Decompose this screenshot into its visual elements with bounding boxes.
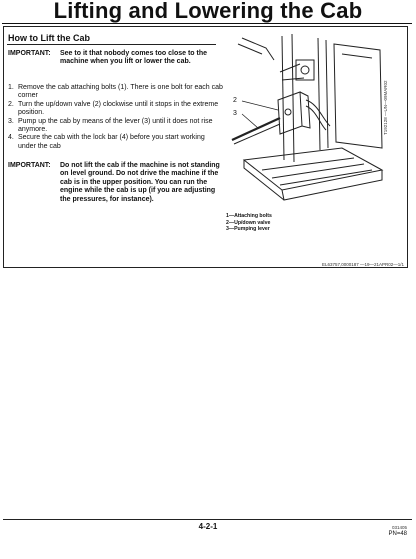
section-rule <box>7 44 216 45</box>
pn-label: PN=48 <box>388 531 407 537</box>
figure-code: T192128 —UN—09MAR02 <box>383 80 388 135</box>
page-number: 4-2-1 <box>198 522 218 531</box>
step-text: Remove the cab attaching bolts (1). There is one bolt for each cab corner <box>18 84 223 100</box>
figure-legend <box>226 213 272 233</box>
title-rule <box>2 23 412 24</box>
important-text: See to it that nobody comes too close to the machine when you lift or lower the cab. <box>60 50 208 66</box>
steps-list <box>8 84 223 151</box>
important-text: Do not lift the cab if the machine is not standing on level ground. Do not drive the machine if the cab is in the upper position. You can run the engine while the cab is up (if you are adjusting the pressures, for instance). <box>60 162 220 203</box>
page-title: Lifting and Lowering the Cab <box>53 0 363 23</box>
list-item <box>8 101 223 118</box>
legend-item: 2—Up/down valve <box>226 219 271 226</box>
step-number: 4. <box>8 134 14 142</box>
important-note-2 <box>8 162 223 204</box>
section-title: How to Lift the Cab <box>8 33 90 43</box>
step-number: 1. <box>8 84 14 91</box>
step-text: Secure the cab with the lock bar (4) before you start working under the cab <box>18 134 205 150</box>
footer-rule <box>3 519 412 520</box>
footer-code: 031405 <box>391 525 407 530</box>
list-item <box>8 118 223 135</box>
list-item <box>8 84 223 101</box>
list-item <box>8 134 223 151</box>
step-number: 2. <box>8 100 14 108</box>
callout-2: 2 <box>233 97 237 104</box>
reference-code: EL63757,0000187 —19—21APR02—1/1 <box>321 262 404 267</box>
step-text: Turn the up/down valve (2) clockwise until it stops in the extreme position. <box>18 100 219 117</box>
cab-lift-illustration <box>222 30 390 226</box>
legend-item: 3—Pumping lever <box>226 226 270 233</box>
step-text: Pump up the cab by means of the lever (3) until it does not rise anymore. <box>18 117 213 134</box>
important-note-1 <box>8 50 223 67</box>
important-label: IMPORTANT: <box>8 162 51 169</box>
step-number: 3. <box>8 117 14 125</box>
important-label: IMPORTANT: <box>8 50 51 57</box>
legend-item: 1—Attaching bolts <box>226 213 272 219</box>
callout-3: 3 <box>233 110 237 117</box>
